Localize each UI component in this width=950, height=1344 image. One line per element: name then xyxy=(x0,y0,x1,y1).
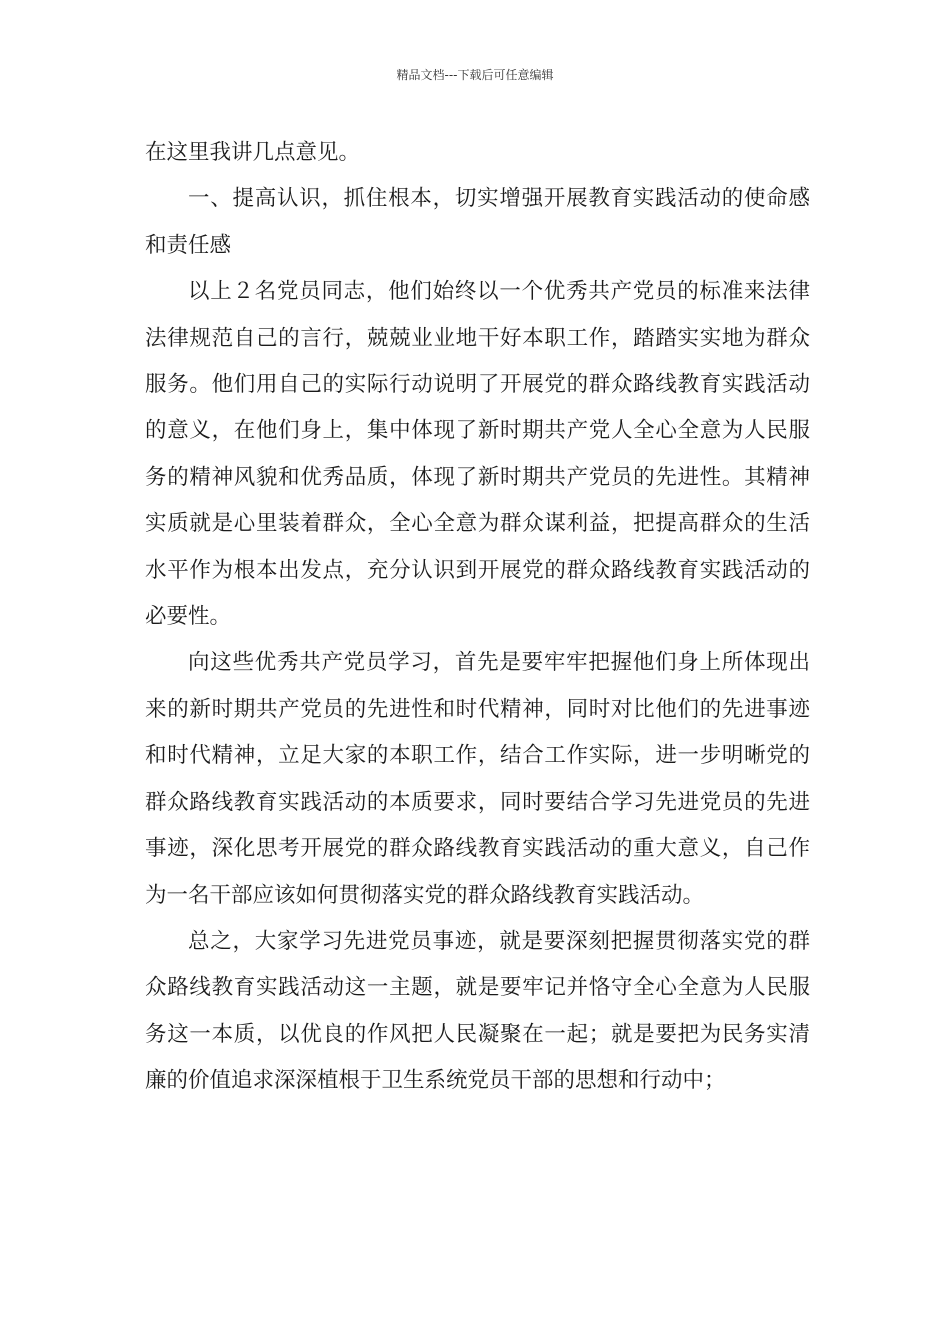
page-header: 精品文档---下载后可任意编辑 xyxy=(396,68,554,82)
document-body xyxy=(145,130,810,1105)
paragraph: 总之，大家学习先进党员事迹，就是要深刻把握贯彻落实党的群众路线教育实践活动这一主题，就是要牢记并恪守全心全意为人民服务这一本质，以优良的作风把人民凝聚在一起；就是要把为民务实清廉的价值追求深深植根于卫生系统党员干部的思想和行动中； xyxy=(145,928,810,1094)
paragraph: 以上２名党员同志，他们始终以一个优秀共产党员的标准来法律法律规范自己的言行，兢兢业业地干好本职工作，踏踏实实地为群众服务。他们用自己的实际行动说明了开展党的群众路线教育实践活动的意义，在他们身上，集中体现了新时期共产党人全心全意为人民服务的精神风貌和优秀品质，体现了新时期共产党员的先进性。其精神实质就是心里装着群众，全心全意为群众谋利益，把提高群众的生活水平作为根本出发点，充分认识到开展党的群众路线教育实践活动的必要性。 xyxy=(145,279,810,630)
paragraph: 向这些优秀共产党员学习，首先是要牢牢把握他们身上所体现出来的新时期共产党员的先进性和时代精神，同时对比他们的先进事迹和时代精神，立足大家的本职工作，结合工作实际，进一步明晰党的群众路线教育实践活动的本质要求，同时要结合学习先进党员的先进事迹，深化思考开展党的群众路线教育实践活动的重大意义，自己作为一名干部应该如何贯彻落实党的群众路线教育实践活动。 xyxy=(145,650,810,908)
section-heading: 一、提高认识，抓住根本，切实增强开展教育实践活动的使命感和责任感 xyxy=(145,186,810,258)
paragraph: 在这里我讲几点意见。 xyxy=(145,140,361,165)
